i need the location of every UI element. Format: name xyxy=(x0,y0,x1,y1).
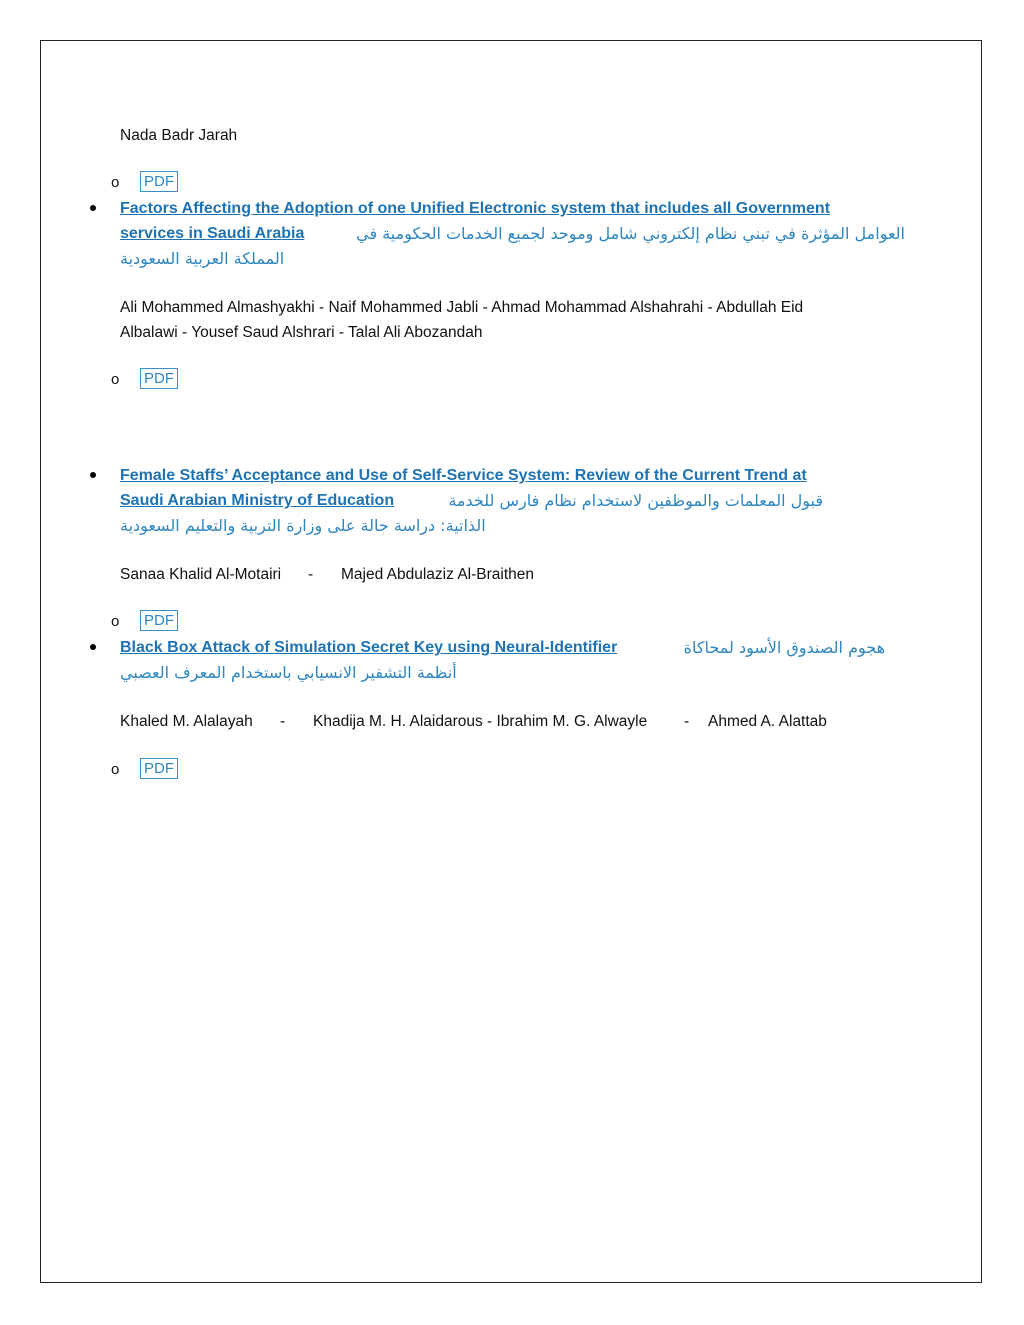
circle-bullet: o xyxy=(111,613,120,630)
article-author: Sanaa Khalid Al-Motairi xyxy=(120,566,282,583)
article-author: Khaled M. Alalayah xyxy=(120,713,253,730)
list-bullet xyxy=(90,205,96,211)
circle-bullet: o xyxy=(111,174,120,191)
article-title-link[interactable]: Black Box Attack of Simulation Secret Key using Neural-Identifier xyxy=(120,639,618,656)
article-author: Khadija M. H. Alaidarous - Ibrahim M. G. Alwayle xyxy=(313,713,648,730)
article-arabic-title-continued: أنظمة التشفير الانسيابي باستخدام المعرف العصبي xyxy=(120,663,457,682)
article-arabic-title-continued: المملكة العربية السعودية xyxy=(120,249,285,268)
circle-bullet: o xyxy=(111,371,120,388)
article-author: Ahmed A. Alattab xyxy=(708,713,827,730)
article-title-link[interactable]: Female Staffs’ Acceptance and Use of Self-Service System: Review of the Current Trend at xyxy=(120,467,807,484)
pdf-link[interactable]: PDF xyxy=(140,610,178,631)
circle-bullet: o xyxy=(111,761,120,778)
pdf-link[interactable]: PDF xyxy=(140,171,178,192)
article-author: Majed Abdulaziz Al-Braithen xyxy=(341,566,535,583)
article-title-link[interactable]: Factors Affecting the Adoption of one Unified Electronic system that includes all Government xyxy=(120,200,831,217)
article-arabic-title-continued: الذاتية: دراسة حالة على وزارة التربية والتعليم السعودية xyxy=(120,516,486,535)
author-separator: - xyxy=(684,713,690,730)
article-title-link-continued[interactable]: Saudi Arabian Ministry of Education xyxy=(120,492,395,509)
article-title-link-continued[interactable]: services in Saudi Arabia xyxy=(120,225,305,242)
pdf-link[interactable]: PDF xyxy=(140,368,178,389)
list-bullet xyxy=(90,644,96,650)
pdf-link[interactable]: PDF xyxy=(140,758,178,779)
author-separator: - xyxy=(308,566,314,583)
author-separator: - xyxy=(280,713,286,730)
lead-authors: Nada Badr Jarah xyxy=(120,127,238,144)
article-arabic-title: قبول المعلمات والموظفين لاستخدام نظام فارس للخدمة xyxy=(448,491,823,510)
article-arabic-title: العوامل المؤثرة في تبني نظام إلكتروني شامل وموحد لجميع الخدمات الحكومية في xyxy=(356,224,905,243)
article-authors-continued: Albalawi - Yousef Saud Alshrari - Talal Ali Abozandah xyxy=(120,324,483,341)
article-arabic-title: هجوم الصندوق الأسود لمحاكاة xyxy=(683,638,885,657)
list-bullet xyxy=(90,472,96,478)
article-authors: Ali Mohammed Almashyakhi - Naif Mohammed Jabli - Ahmad Mohammad Alshahrahi - Abdullah Eid xyxy=(120,299,804,316)
